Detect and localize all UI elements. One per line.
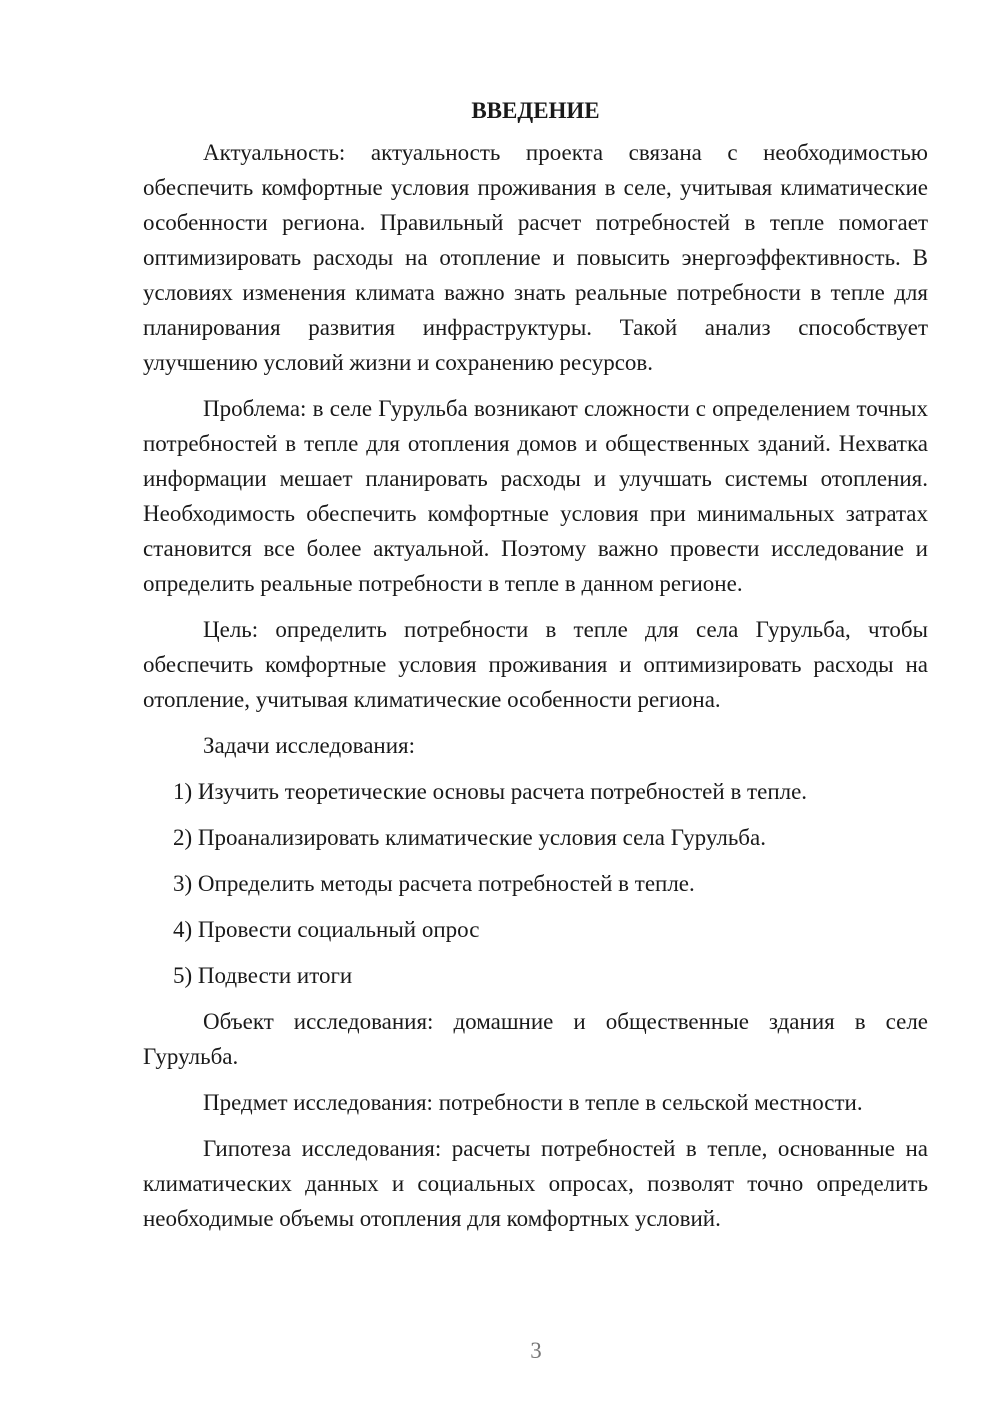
- hypothesis-paragraph: Гипотеза исследования: расчеты потребностей в тепле, основанные на климатических данных и социальных опросах, позволят точно определить необходимые объемы отопления для комфортных условий.: [143, 1136, 928, 1231]
- task-item-1: 1) Изучить теоретические основы расчета потребностей в тепле.: [173, 779, 808, 804]
- page-number: 3: [530, 1338, 542, 1363]
- tasks-title: Задачи исследования:: [203, 733, 416, 758]
- subject-paragraph: Предмет исследования: потребности в тепле в сельской местности.: [203, 1090, 863, 1115]
- object-paragraph: Объект исследования: домашние и общественные здания в селе Гурульба.: [143, 1009, 928, 1069]
- tasks-list: [143, 774, 928, 993]
- task-item-4: 4) Провести социальный опрос: [173, 917, 480, 942]
- section-heading: ВВЕДЕНИЕ: [471, 98, 600, 123]
- problem-paragraph: Проблема: в селе Гурульба возникают сложности с определением точных потребностей в тепле для отопления домов и общественных зданий. Нехватка информации мешает планировать расходы и улучшать системы отопления. Необходимость обеспечить комфортные условия при минимальных затратах становится все более актуальной. Поэтому важно провести исследование и определить реальные потребности в тепле в данном регионе.: [143, 396, 928, 596]
- relevance-paragraph: Актуальность: актуальность проекта связана с необходимостью обеспечить комфортные условия проживания в селе, учитывая климатические особенности региона. Правильный расчет потребностей в тепле помогает оптимизировать расходы на отопление и повысить энергоэффективность. В условиях изменения климата важно знать реальные потребности в тепле для планирования развития инфраструктуры. Такой анализ способствует улучшению условий жизни и сохранению ресурсов.: [143, 140, 928, 375]
- task-item-3: 3) Определить методы расчета потребностей в тепле.: [173, 871, 695, 896]
- page-content: [143, 93, 928, 1247]
- task-item-2: 2) Проанализировать климатические условия села Гурульба.: [173, 825, 766, 850]
- task-item-5: 5) Подвести итоги: [173, 963, 353, 988]
- goal-paragraph: Цель: определить потребности в тепле для села Гурульба, чтобы обеспечить комфортные условия проживания и оптимизировать расходы на отопление, учитывая климатические особенности региона.: [143, 617, 928, 712]
